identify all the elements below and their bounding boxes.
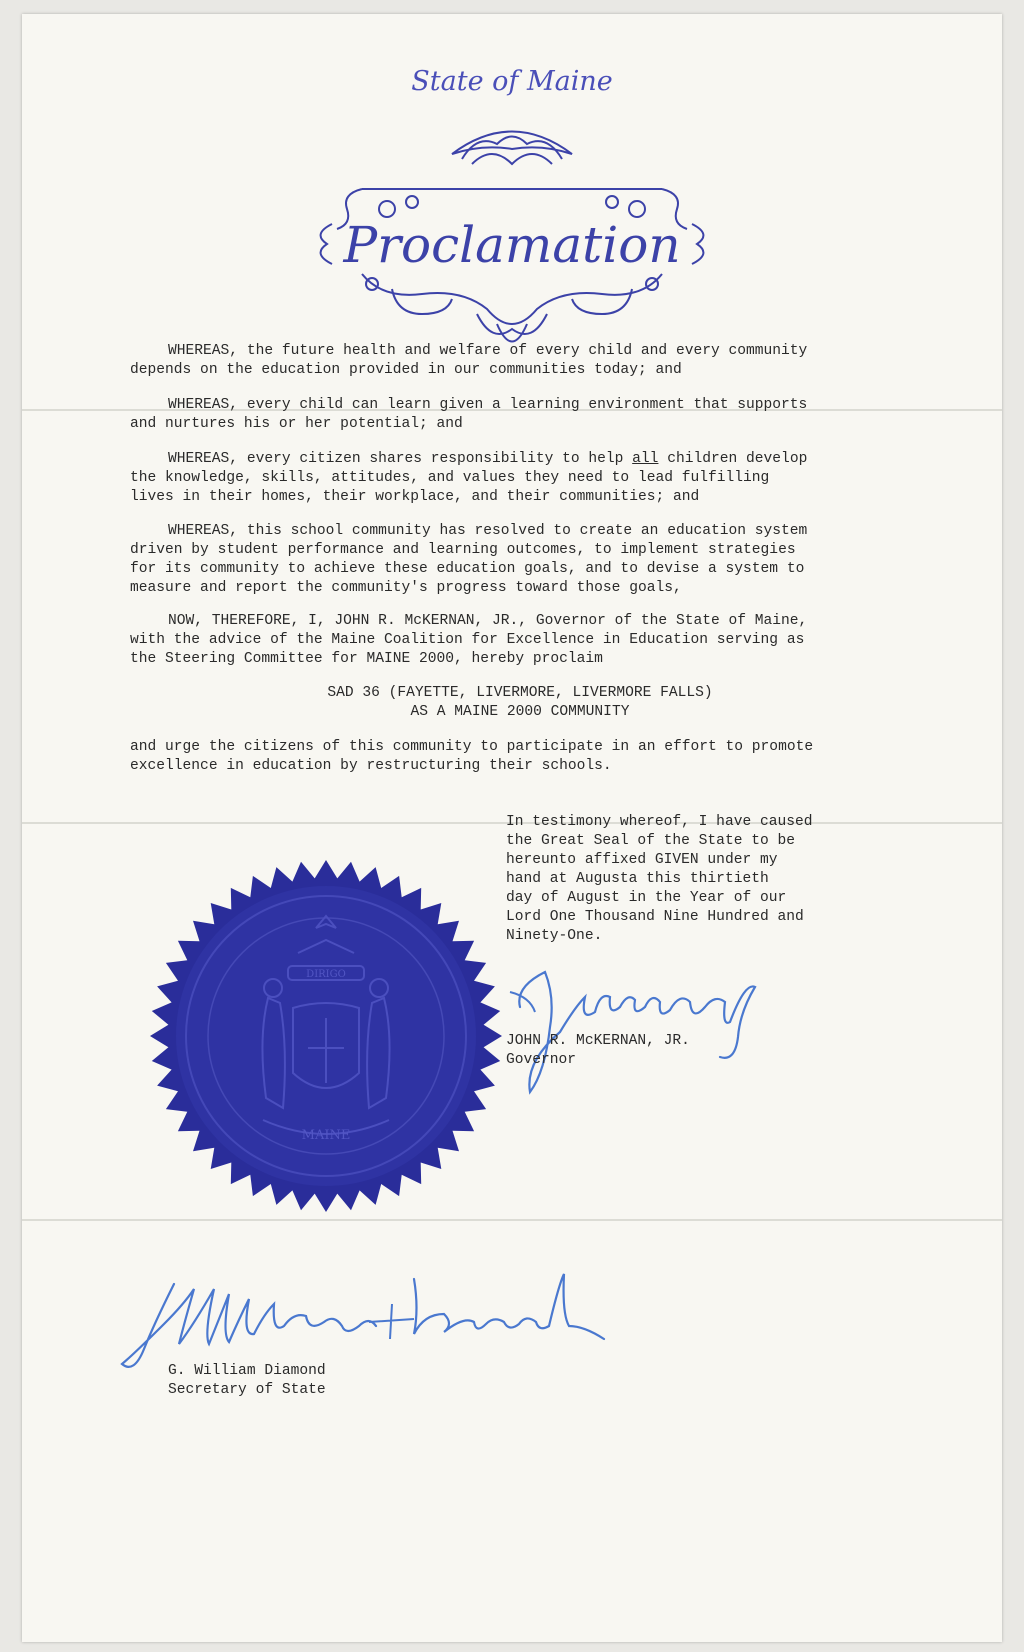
fold-crease (22, 1219, 1002, 1221)
now-therefore-paragraph: NOW, THEREFORE, I, JOHN R. McKERNAN, JR., Governor of the State of Maine, with the advice of the Maine Coalition for Excellence in Education serving as the Steering Committee for MAINE 2000, hereby proclaim (130, 613, 808, 667)
proclamation-title-flourish (302, 114, 722, 359)
secretary-name: G. William Diamond (168, 1363, 326, 1379)
governor-signature (500, 952, 770, 1102)
urge-paragraph: and urge the citizens of this community to participate in an effort to promote excellence in education by restructuring their schools. (130, 739, 814, 774)
state-heading: State of Maine (411, 66, 613, 97)
seal-banner-text: DIRIGO (306, 969, 346, 980)
whereas-paragraph-4: WHEREAS, this school community has resolved to create an education system driven by student performance and learning outcomes, to implement strategies for its community to achieve these education goals, and to devise a system to measure and report the community's progress toward those goals, (130, 523, 808, 596)
proclamation-page (22, 14, 1002, 1642)
whereas-paragraph-1: WHEREAS, the future health and welfare of every child and every community depends on the education provided in our communities today; and (130, 343, 808, 378)
governor-title: Governor (506, 1052, 577, 1068)
proclamation-title: Proclamation (343, 216, 681, 274)
great-seal-of-maine (148, 858, 504, 1214)
secretary-title: Secretary of State (168, 1382, 326, 1398)
seal-bottom-text: MAINE (301, 1128, 351, 1143)
proclaimed-community: SAD 36 (FAYETTE, LIVERMORE, LIVERMORE FALLS) AS A MAINE 2000 COMMUNITY (327, 685, 713, 720)
testimony-clause: In testimony whereof, I have caused the Great Seal of the State to be hereunto affixed GIVEN under my hand at Augusta this thirtieth day of August in the Year of our Lord One Thousand Nine Hundred and Ninety-One. (506, 814, 813, 944)
whereas-paragraph-2: WHEREAS, every child can learn given a learning environment that supports and nurtures his or her potential; and (130, 397, 808, 432)
governor-name: JOHN R. McKERNAN, JR. (506, 1033, 690, 1049)
whereas-paragraph-3: WHEREAS, every citizen shares responsibility to help all children develop the knowledge, skills, attitudes, and values they need to lead fulfilling lives in their homes, their workplace, and their communities; and (130, 451, 808, 505)
underlined-word: all (632, 451, 659, 467)
